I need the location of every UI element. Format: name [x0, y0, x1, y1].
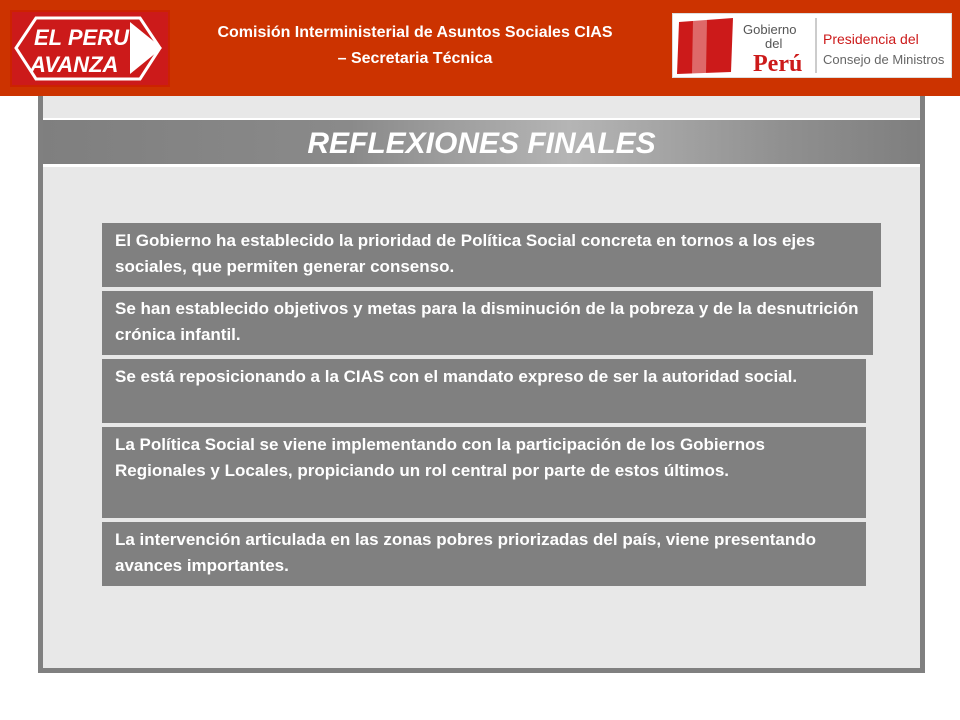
header-title-line2: – Secretaria Técnica — [337, 50, 493, 67]
logo-gob-line1: Gobierno — [743, 22, 797, 37]
gobierno-del-peru-logo — [672, 13, 952, 78]
slide-title: REFLEXIONES FINALES — [307, 127, 656, 160]
reflection-point-1: El Gobierno ha establecido la prioridad de Política Social concreta en tornos a los ejes sociales, que permiten generar consenso. — [102, 223, 881, 287]
title-divider — [43, 164, 920, 167]
slide-title-bar — [43, 118, 920, 164]
reflection-point-4: La Política Social se viene implementando con la participación de los Gobiernos Regionales y Locales, propiciando un rol central por parte de estos últimos. — [102, 427, 866, 518]
logo-line1: EL PERU — [34, 25, 129, 50]
logo-line2: AVANZA — [30, 52, 119, 77]
reflection-point-5: La intervención articulada en las zonas pobres priorizadas del país, viene presentando avances importantes. — [102, 522, 866, 586]
header-title-line1: Comisión Interministerial de Asuntos Sociales CIAS — [217, 24, 613, 41]
el-peru-avanza-logo — [10, 10, 170, 87]
panel-top-strip — [43, 96, 920, 118]
reflection-point-3: Se está reposicionando a la CIAS con el mandato expreso de ser la autoridad social. — [102, 359, 866, 423]
header-bar — [0, 0, 960, 96]
logo-gob-line2: del — [765, 36, 783, 51]
header-title — [175, 20, 655, 72]
logo-inst-line2: Consejo de Ministros — [823, 52, 945, 67]
logo-inst-line1: Presidencia del — [823, 31, 919, 47]
logo-gob-line3: Perú — [753, 51, 803, 77]
reflection-point-2: Se han establecido objetivos y metas para la disminución de la pobreza y de la desnutrición crónica infantil. — [102, 291, 873, 355]
